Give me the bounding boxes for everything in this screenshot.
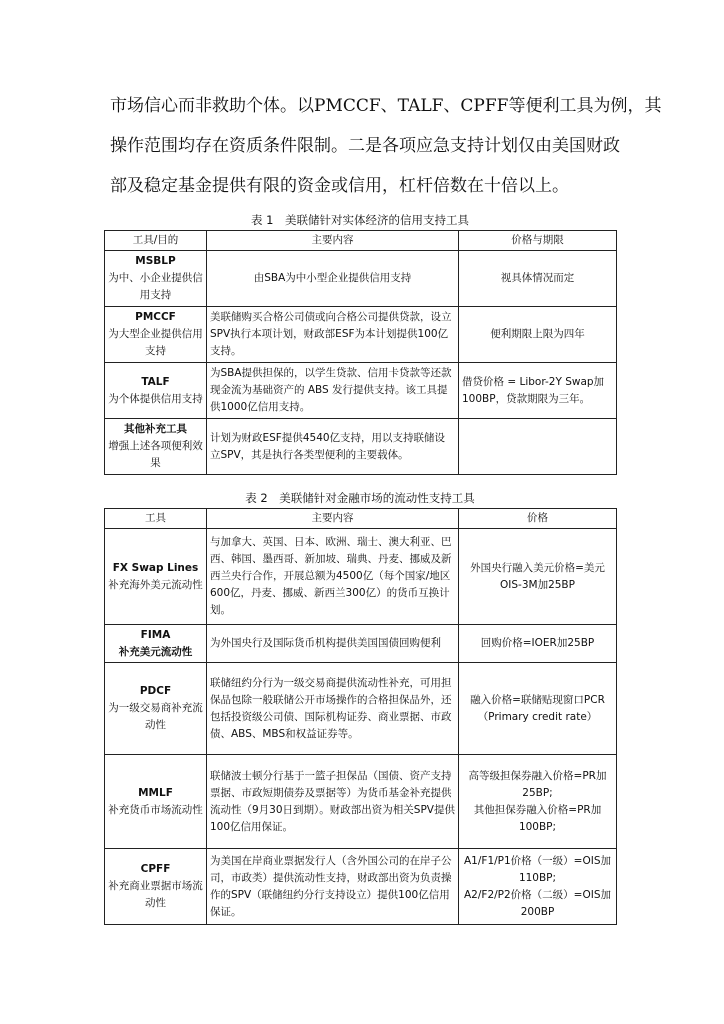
table2: [104, 508, 617, 925]
table2-caption: 表 2 美联储针对金融市场的流动性支持工具: [245, 491, 475, 505]
table-row: [105, 755, 617, 849]
tool-name: FIMA: [140, 628, 171, 641]
tool-purpose: 为个体提供信用支持: [108, 392, 203, 405]
price-cell: 借贷价格 = Libor-2Y Swap加100BP，贷款期限为三年。: [459, 363, 617, 419]
content-cell: 联储纽约分行为一级交易商提供流动性补充，可用担保品包除一般联储公开市场操作的合格担保品外，还包括投资级公司债、国际机构证券、商业票据、市政债、ABS、MBS和权益证券等。: [207, 663, 459, 755]
table1-header-content: 主要内容: [207, 231, 459, 251]
tool-purpose: 补充货币市场流动性: [108, 803, 203, 816]
table-row: [105, 363, 617, 419]
tool-purpose: 增强上述各项便利效果: [108, 440, 203, 469]
tool-purpose: 补充商业票据市场流动性: [108, 880, 203, 909]
tool-purpose: 为中、小企业提供信用支持: [108, 272, 203, 301]
intro-paragraph: [110, 86, 662, 206]
content-cell: 由SBA为中小型企业提供信用支持: [207, 251, 459, 307]
content-cell: 计划为财政ESF提供4540亿支持，用以支持联储设立SPV，其是执行各类型便利的主要载体。: [207, 419, 459, 475]
content-cell: 为SBA提供担保的，以学生贷款、信用卡贷款等还款现金流为基础资产的 ABS 发行提供支持。该工具提供1000亿信用支持。: [207, 363, 459, 419]
table-row: [105, 529, 617, 625]
content-cell: 为美国在岸商业票据发行人（含外国公司的在岸子公司，市政类）提供流动性支持，财政部出资为负责操作的SPV（联储纽约分行支持设立）提供100亿信用保证。: [207, 849, 459, 925]
price-cell: 回购价格=IOER加25BP: [459, 625, 617, 663]
intro-line: 部及稳定基金提供有限的资金或信用，杠杆倍数在十倍以上。: [110, 176, 569, 196]
tool-cell: [105, 251, 207, 307]
price-cell: 便利期限上限为四年: [459, 307, 617, 363]
tool-purpose: 为一级交易商补充流动性: [108, 702, 203, 731]
tool-cell: [105, 419, 207, 475]
table2-header-tool: 工具: [105, 509, 207, 529]
table1-caption: 表 1 美联储针对实体经济的信用支持工具: [251, 213, 469, 227]
tool-cell: [105, 363, 207, 419]
tool-name: MSBLP: [135, 255, 176, 267]
tool-name: PDCF: [139, 685, 172, 697]
price-cell: 外国央行融入美元价格=美元OIS-3M加25BP: [459, 529, 617, 625]
tool-name: MMLF: [138, 786, 173, 799]
tool-cell: [105, 849, 207, 925]
table-row: [105, 307, 617, 363]
tool-purpose: 为大型企业提供信用支持: [108, 328, 203, 357]
table2-header-row: [105, 509, 617, 529]
intro-line: 市场信心而非救助个体。以PMCCF、TALF、CPFF等便利工具为例，其: [110, 96, 662, 116]
table-row: [105, 663, 617, 755]
price-cell: 视具体情况而定: [459, 251, 617, 307]
price-cell: 融入价格=联储贴现窗口PCR（Primary credit rate）: [459, 663, 617, 755]
table1: [104, 230, 617, 475]
table-row: [105, 625, 617, 663]
content-cell: 美联储购买合格公司债或向合格公司提供贷款，设立SPV执行本项计划，财政部ESF为本计划提供100亿支持。: [207, 307, 459, 363]
content-cell: 联储波士顿分行基于一篮子担保品（国债、资产支持票据、市政短期债券及票据等）为货币基金补充提供流动性（9月30日到期）。财政部出资为相关SPV提供100亿信用保证。: [207, 755, 459, 849]
tool-purpose: 补充美元流动性: [118, 645, 193, 658]
content-cell: 为外国央行及国际货币机构提供美国国债回购便利: [207, 625, 459, 663]
table-row: [105, 849, 617, 925]
tool-name: 其他补充工具: [124, 423, 187, 435]
price-cell: 高等级担保券融入价格=PR加25BP; 其他担保券融入价格=PR加100BP;: [459, 755, 617, 849]
tool-cell: [105, 663, 207, 755]
table1-header-row: [105, 231, 617, 251]
tool-cell: [105, 625, 207, 663]
tool-cell: [105, 529, 207, 625]
table1-header-price: 价格与期限: [459, 231, 617, 251]
table2-header-content: 主要内容: [207, 509, 459, 529]
content-cell: 与加拿大、英国、日本、欧洲、瑞士、澳大利亚、巴西、韩国、墨西哥、新加坡、瑞典、丹麦、挪威及新西兰央行合作，开展总额为4500亿（每个国家/地区600亿，丹麦、挪威、新西兰300亿）的货币互换计划。: [207, 529, 459, 625]
tool-name: PMCCF: [135, 311, 176, 323]
price-cell: [459, 419, 617, 475]
tool-name: FX Swap Lines: [112, 561, 199, 574]
table-row: [105, 251, 617, 307]
tool-cell: [105, 755, 207, 849]
table2-header-price: 价格: [459, 509, 617, 529]
price-cell: A1/F1/P1价格（一级）=OIS加110BP; A2/F2/P2价格（二级）=OIS加200BP: [459, 849, 617, 925]
tool-name: TALF: [141, 375, 170, 388]
tool-cell: [105, 307, 207, 363]
intro-line: 操作范围均存在资质条件限制。二是各项应急支持计划仅由美国财政: [110, 136, 620, 156]
tool-name: CPFF: [140, 863, 171, 875]
table-row: [105, 419, 617, 475]
table1-header-tool: 工具/目的: [105, 231, 207, 251]
tool-purpose: 补充海外美元流动性: [108, 578, 203, 591]
